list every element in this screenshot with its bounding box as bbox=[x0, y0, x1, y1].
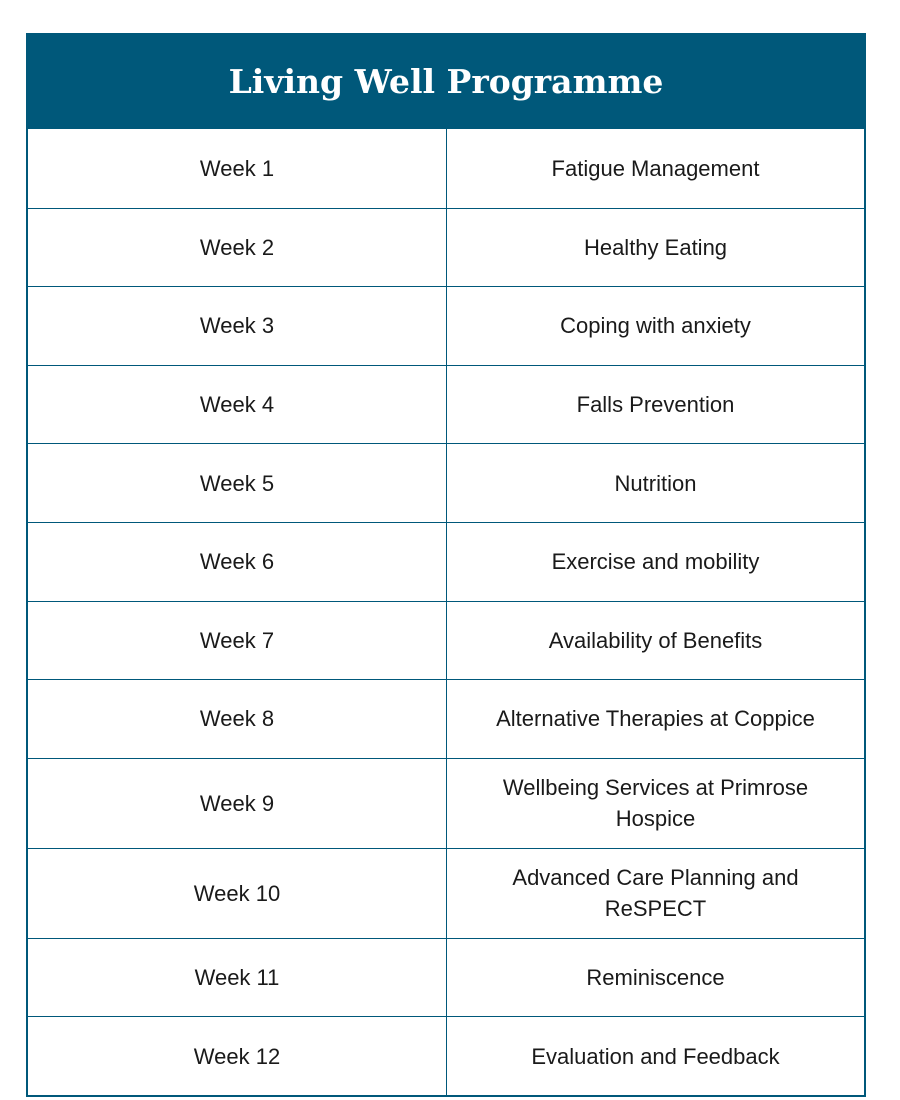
table-row bbox=[28, 758, 864, 848]
week-cell: Week 8 bbox=[28, 680, 447, 758]
topic-cell: Alternative Therapies at Coppice bbox=[496, 706, 815, 732]
week-cell: Week 9 bbox=[28, 759, 447, 848]
week-cell: Week 3 bbox=[28, 287, 447, 365]
week-cell: Week 5 bbox=[28, 444, 447, 522]
topic-cell: Exercise and mobility bbox=[551, 549, 760, 575]
table-row bbox=[28, 522, 864, 601]
topic-cell: Coping with anxiety bbox=[560, 313, 751, 339]
topic-cell: Fatigue Management bbox=[551, 155, 760, 181]
week-cell: Week 10 bbox=[28, 849, 447, 938]
table-row bbox=[28, 938, 864, 1017]
topic-cell: Wellbeing Services at Primrose Hospice bbox=[502, 775, 809, 832]
table-row bbox=[28, 129, 864, 208]
week-cell: Week 1 bbox=[28, 129, 447, 208]
table-row bbox=[28, 1016, 864, 1095]
table-row bbox=[28, 601, 864, 680]
week-cell: Week 7 bbox=[28, 602, 447, 680]
topic-cell: Reminiscence bbox=[586, 965, 725, 991]
week-cell: Week 2 bbox=[28, 209, 447, 287]
table-body bbox=[28, 129, 864, 1095]
topic-cell: Nutrition bbox=[614, 470, 697, 496]
topic-cell: Advanced Care Planning and ReSPECT bbox=[512, 865, 799, 922]
table-row bbox=[28, 443, 864, 522]
table-row bbox=[28, 365, 864, 444]
table-row bbox=[28, 679, 864, 758]
topic-cell: Falls Prevention bbox=[576, 392, 735, 418]
week-cell: Week 6 bbox=[28, 523, 447, 601]
week-cell: Week 11 bbox=[28, 939, 447, 1017]
table-header bbox=[28, 35, 864, 129]
table-row bbox=[28, 208, 864, 287]
table-row bbox=[28, 848, 864, 938]
topic-cell: Evaluation and Feedback bbox=[531, 1043, 780, 1069]
topic-cell: Availability of Benefits bbox=[548, 627, 763, 653]
week-cell: Week 4 bbox=[28, 366, 447, 444]
topic-cell: Healthy Eating bbox=[583, 234, 728, 260]
week-cell: Week 12 bbox=[28, 1017, 447, 1095]
table-row bbox=[28, 286, 864, 365]
table-title: Living Well Programme bbox=[228, 61, 664, 101]
programme-table bbox=[26, 33, 866, 1097]
